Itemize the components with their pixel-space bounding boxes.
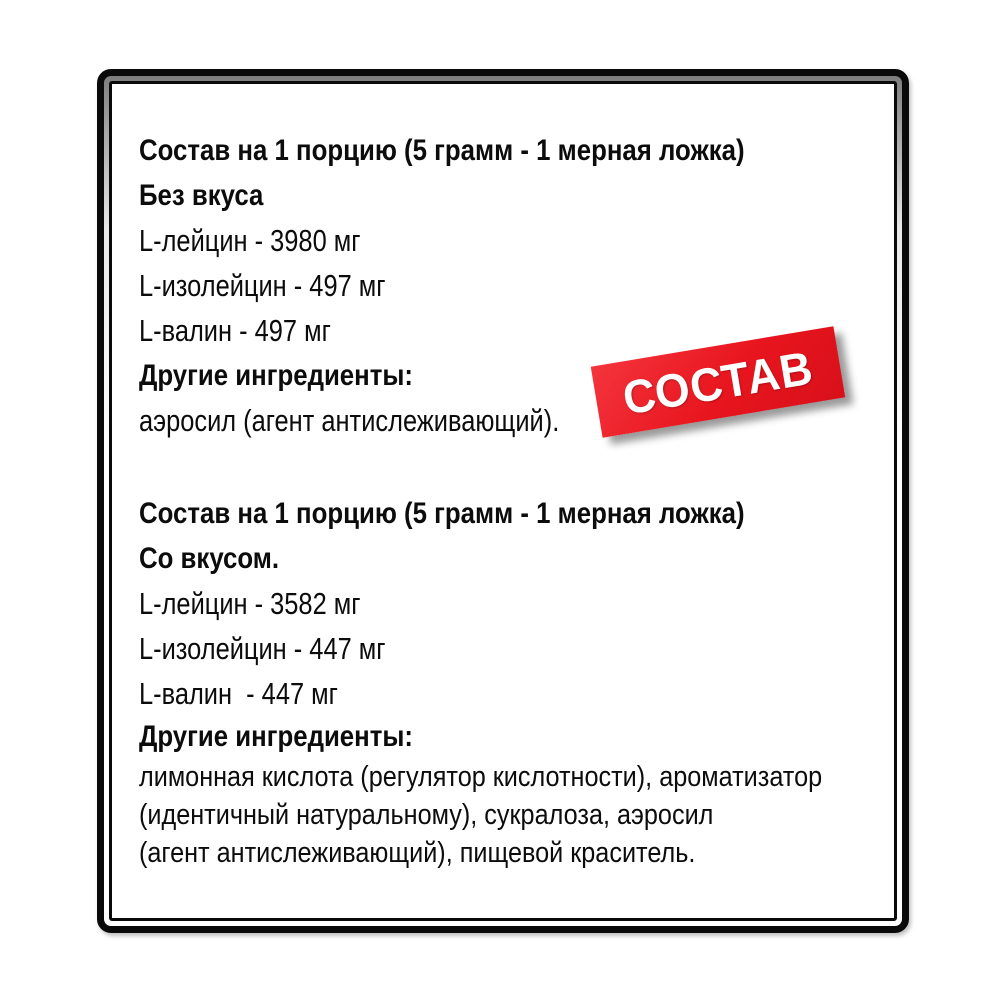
composition-section-flavored <box>139 491 876 872</box>
ingredient-line: L-лейцин - 3582 мг <box>139 586 361 621</box>
other-ingredients-text: лимонная кислота (регулятор кислотности), ароматизатор <box>139 761 823 793</box>
other-ingredients-text: (агент антислеживающий), пищевой краситель. <box>139 837 696 869</box>
section-subtitle: Со вкусом. <box>139 542 280 575</box>
ingredient-line: L-изолейцин - 447 мг <box>139 631 386 666</box>
other-ingredients-text: (идентичный натуральному), сукралоза, аэросил <box>139 799 714 831</box>
frame-inner-border <box>109 81 897 921</box>
label-content <box>112 84 894 872</box>
section-subtitle: Без вкуса <box>139 179 264 212</box>
other-ingredients-label: Другие ингредиенты: <box>139 359 414 392</box>
ingredient-line: L-лейцин - 3980 мг <box>139 223 361 258</box>
ingredient-line: L-валин - 447 мг <box>139 676 338 711</box>
ingredient-line: L-валин - 497 мг <box>139 313 331 348</box>
section-title: Состав на 1 порцию (5 грамм - 1 мерная ложка) <box>139 497 745 530</box>
frame-border <box>97 69 909 933</box>
ingredient-line: L-изолейцин - 497 мг <box>139 268 386 303</box>
sostav-stamp-label: СОСТАВ <box>619 340 817 424</box>
other-ingredients-label: Другие ингредиенты: <box>139 720 414 753</box>
section-title: Состав на 1 порцию (5 грамм - 1 мерная ложка) <box>139 134 745 167</box>
other-ingredients-text: аэросил (агент антислеживающий). <box>139 403 560 438</box>
